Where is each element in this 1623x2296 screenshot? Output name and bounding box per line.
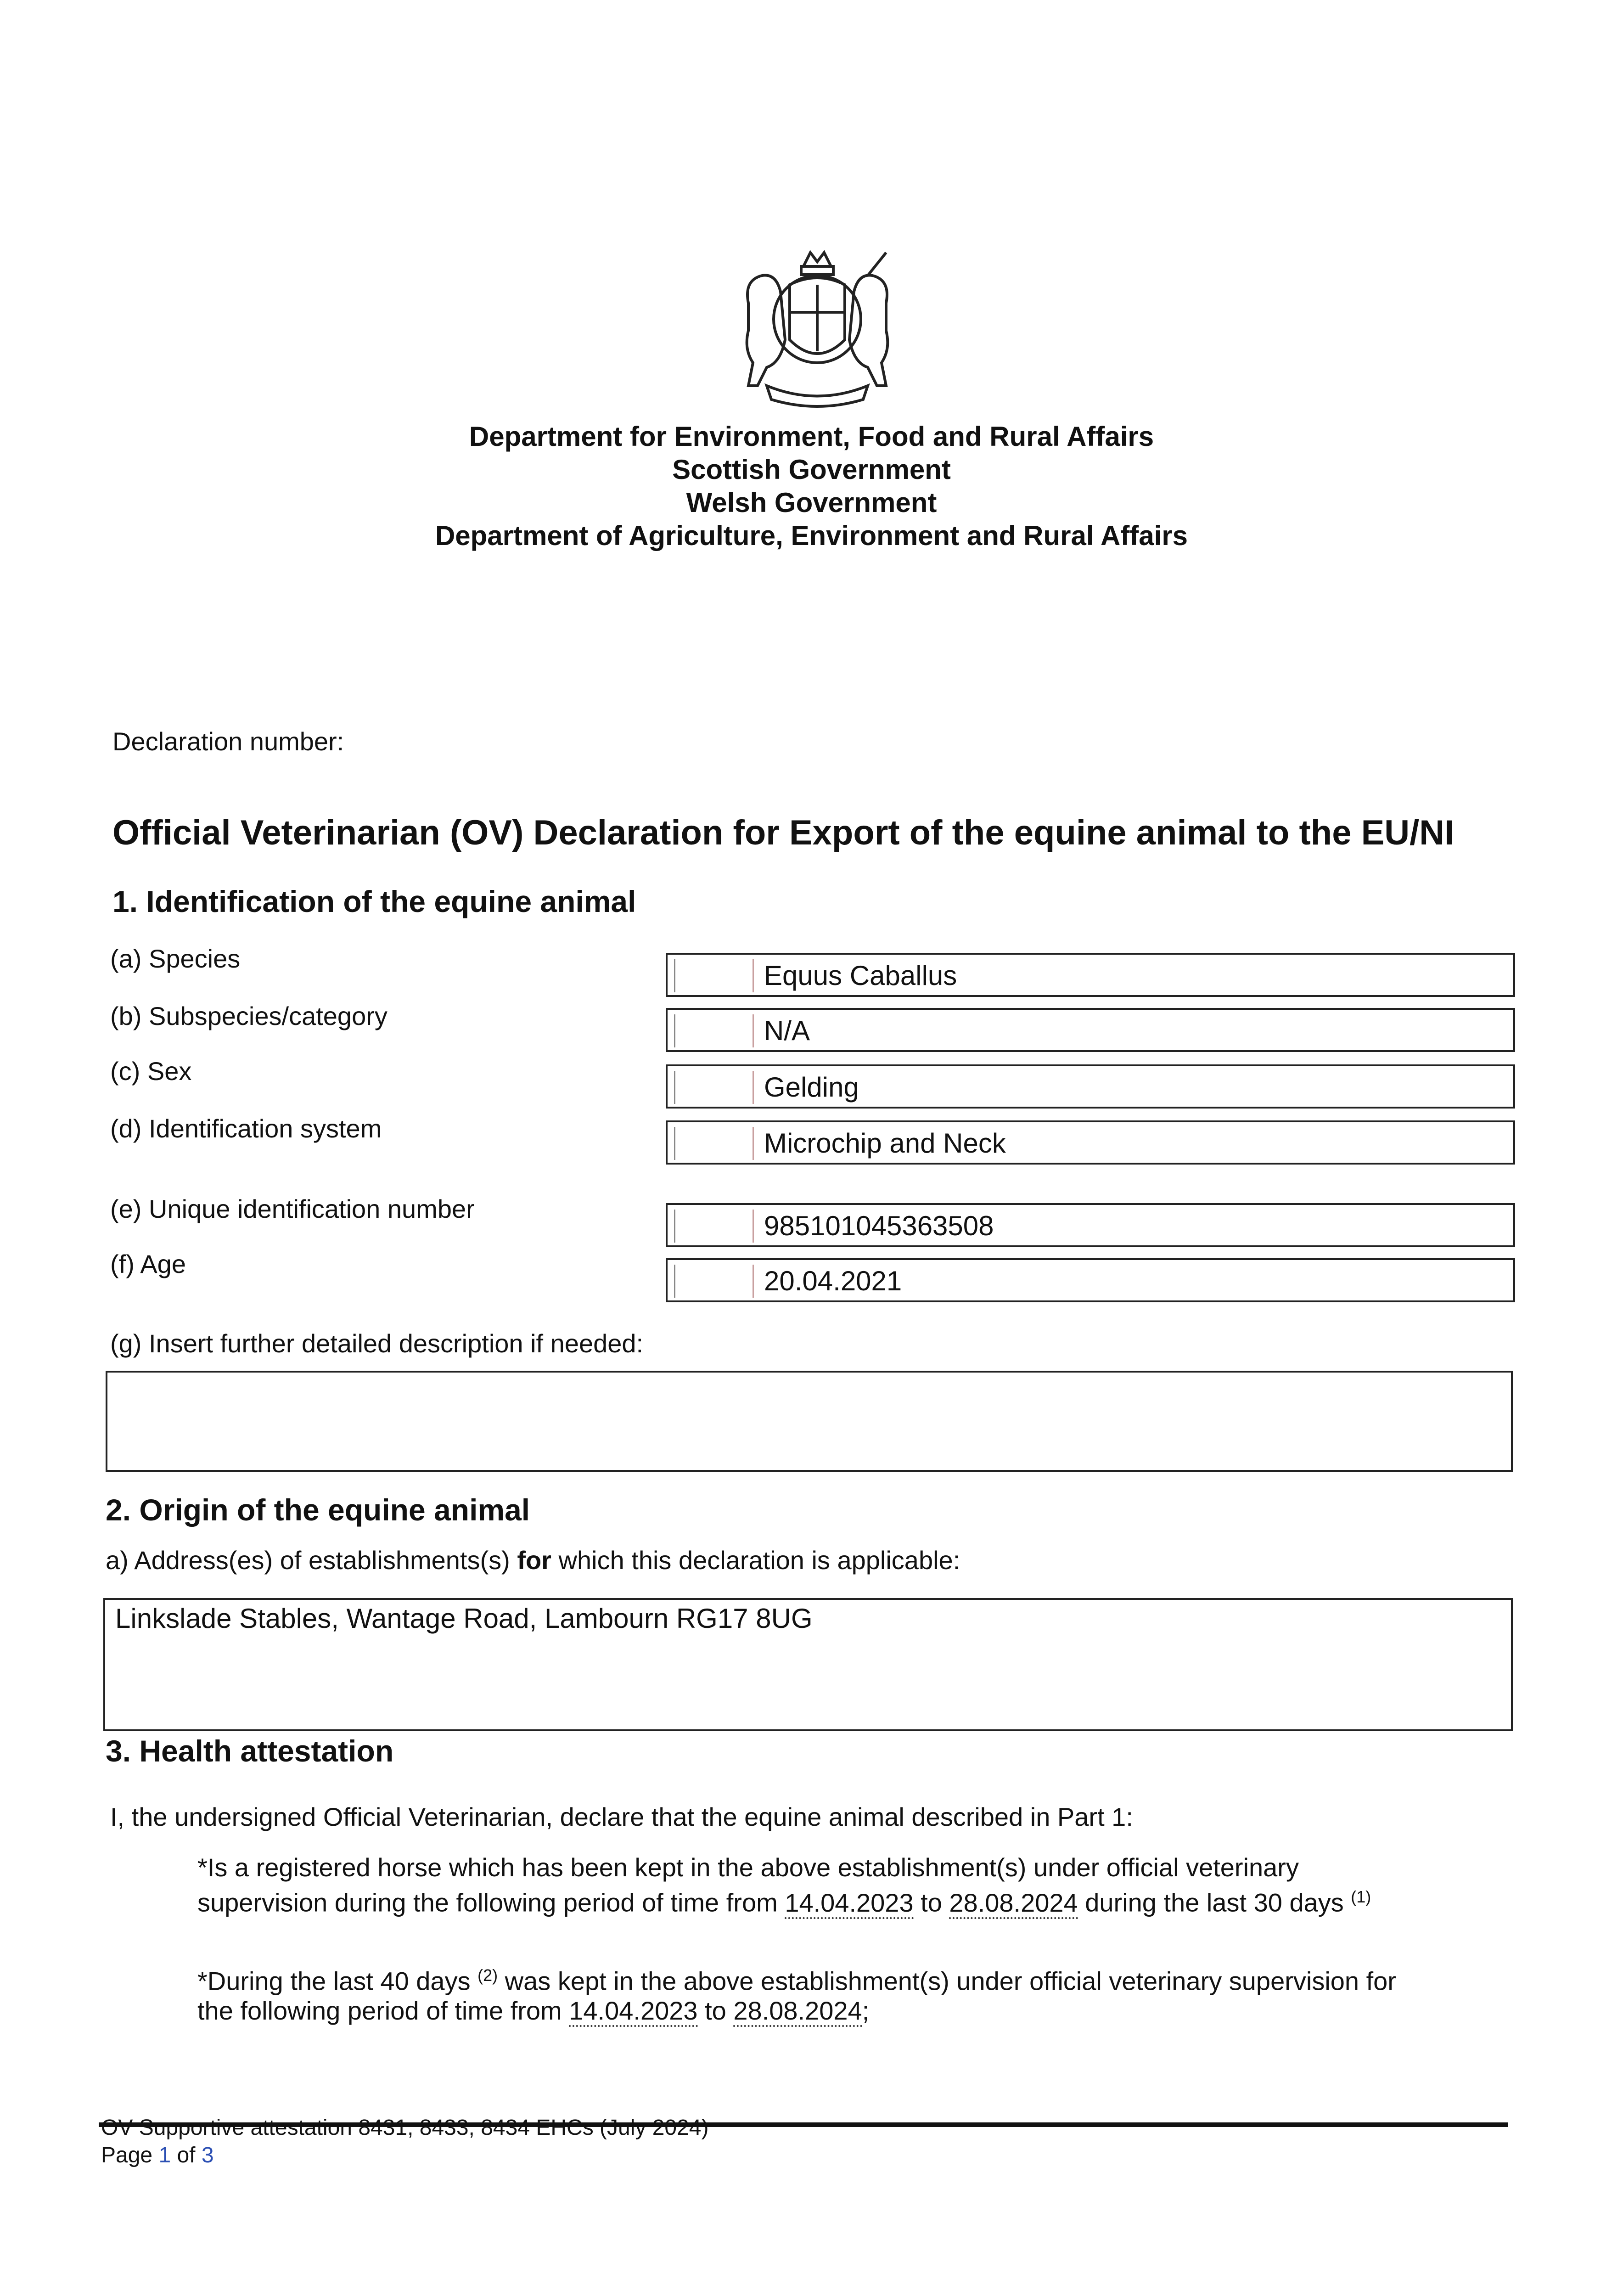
species-value: Equus Caballus — [764, 960, 957, 991]
period-from-date-2: 14.04.2023 — [569, 1996, 697, 2027]
period-from-date-1: 14.04.2023 — [785, 1888, 913, 1919]
unique-id-value: 985101045363508 — [764, 1210, 994, 1241]
field-label-sex: (c) Sex — [110, 1057, 192, 1086]
declaration-number-label: Declaration number: — [112, 727, 344, 756]
field-label-identification-system: (d) Identification system — [110, 1114, 382, 1143]
period-to-date-2: 28.08.2024 — [733, 1996, 862, 2027]
period-to-date-1: 28.08.2024 — [949, 1888, 1078, 1919]
identification-system-value: Microchip and Neck — [764, 1128, 1006, 1159]
department-daera: Department of Agriculture, Environment and Rural Affairs — [435, 520, 1188, 551]
section1-heading: 1. Identification of the equine animal — [112, 884, 636, 918]
subspecies-field[interactable] — [666, 1008, 1515, 1052]
description-field[interactable] — [106, 1371, 1513, 1472]
species-field[interactable] — [666, 953, 1515, 997]
department-welsh-government: Welsh Government — [686, 487, 937, 518]
attestation-paragraph-2: *During the last 40 days $^{(2)}$ was kept in the above establishment(s) under official veterinary supervision for the following period of time from 14.04.2023 to 28.08.2024; — [197, 1961, 1529, 2026]
field-label-subspecies: (b) Subspecies/category — [110, 1002, 387, 1030]
department-defra: Department for Environment, Food and Rural Affairs — [469, 421, 1154, 452]
sex-field[interactable] — [666, 1064, 1515, 1109]
field-label-species: (a) Species — [110, 944, 241, 973]
attestation-paragraph-1: *Is a registered horse which has been kept in the above establishment(s) under official veterinary supervision during the following period of time from 14.04.2023 to 28.08.2024 during the last 30 days $^{(1)}$ — [197, 1853, 1529, 1918]
age-value: 20.04.2021 — [764, 1266, 902, 1296]
health-attestation-intro: I, the undersigned Official Veterinarian, declare that the equine animal described in Part 1: — [110, 1802, 1133, 1831]
footer-attestation: OV Supportive attestation 8431, 8433, 8434 EHCs (July 2024) — [101, 2116, 709, 2140]
field-label-age: (f) Age — [110, 1249, 186, 1278]
royal-coat-of-arms-icon — [716, 248, 918, 413]
description-label: (g) Insert further detailed description if needed: — [110, 1329, 644, 1358]
unique-id-field[interactable] — [666, 1203, 1515, 1247]
page-title: Official Veterinarian (OV) Declaration for Export of the equine animal to the EU/NI — [112, 813, 1455, 852]
page-indicator: Page 1 of 3 — [101, 2143, 214, 2167]
section3-heading: 3. Health attestation — [106, 1734, 394, 1768]
subspecies-value: N/A — [764, 1015, 810, 1046]
sex-value: Gelding — [764, 1072, 859, 1103]
field-label-unique-id: (e) Unique identification number — [110, 1194, 475, 1223]
establishment-address-label: a) Address(es) of establishments(s) for which this declaration is applicable: — [106, 1546, 960, 1575]
establishment-address-field[interactable]: Linkslade Stables, Wantage Road, Lambourn RG17 8UG — [103, 1598, 1513, 1731]
department-scottish-government: Scottish Government — [672, 454, 951, 485]
age-field[interactable] — [666, 1258, 1515, 1302]
identification-system-field[interactable] — [666, 1120, 1515, 1165]
section2-heading: 2. Origin of the equine animal — [106, 1493, 530, 1527]
